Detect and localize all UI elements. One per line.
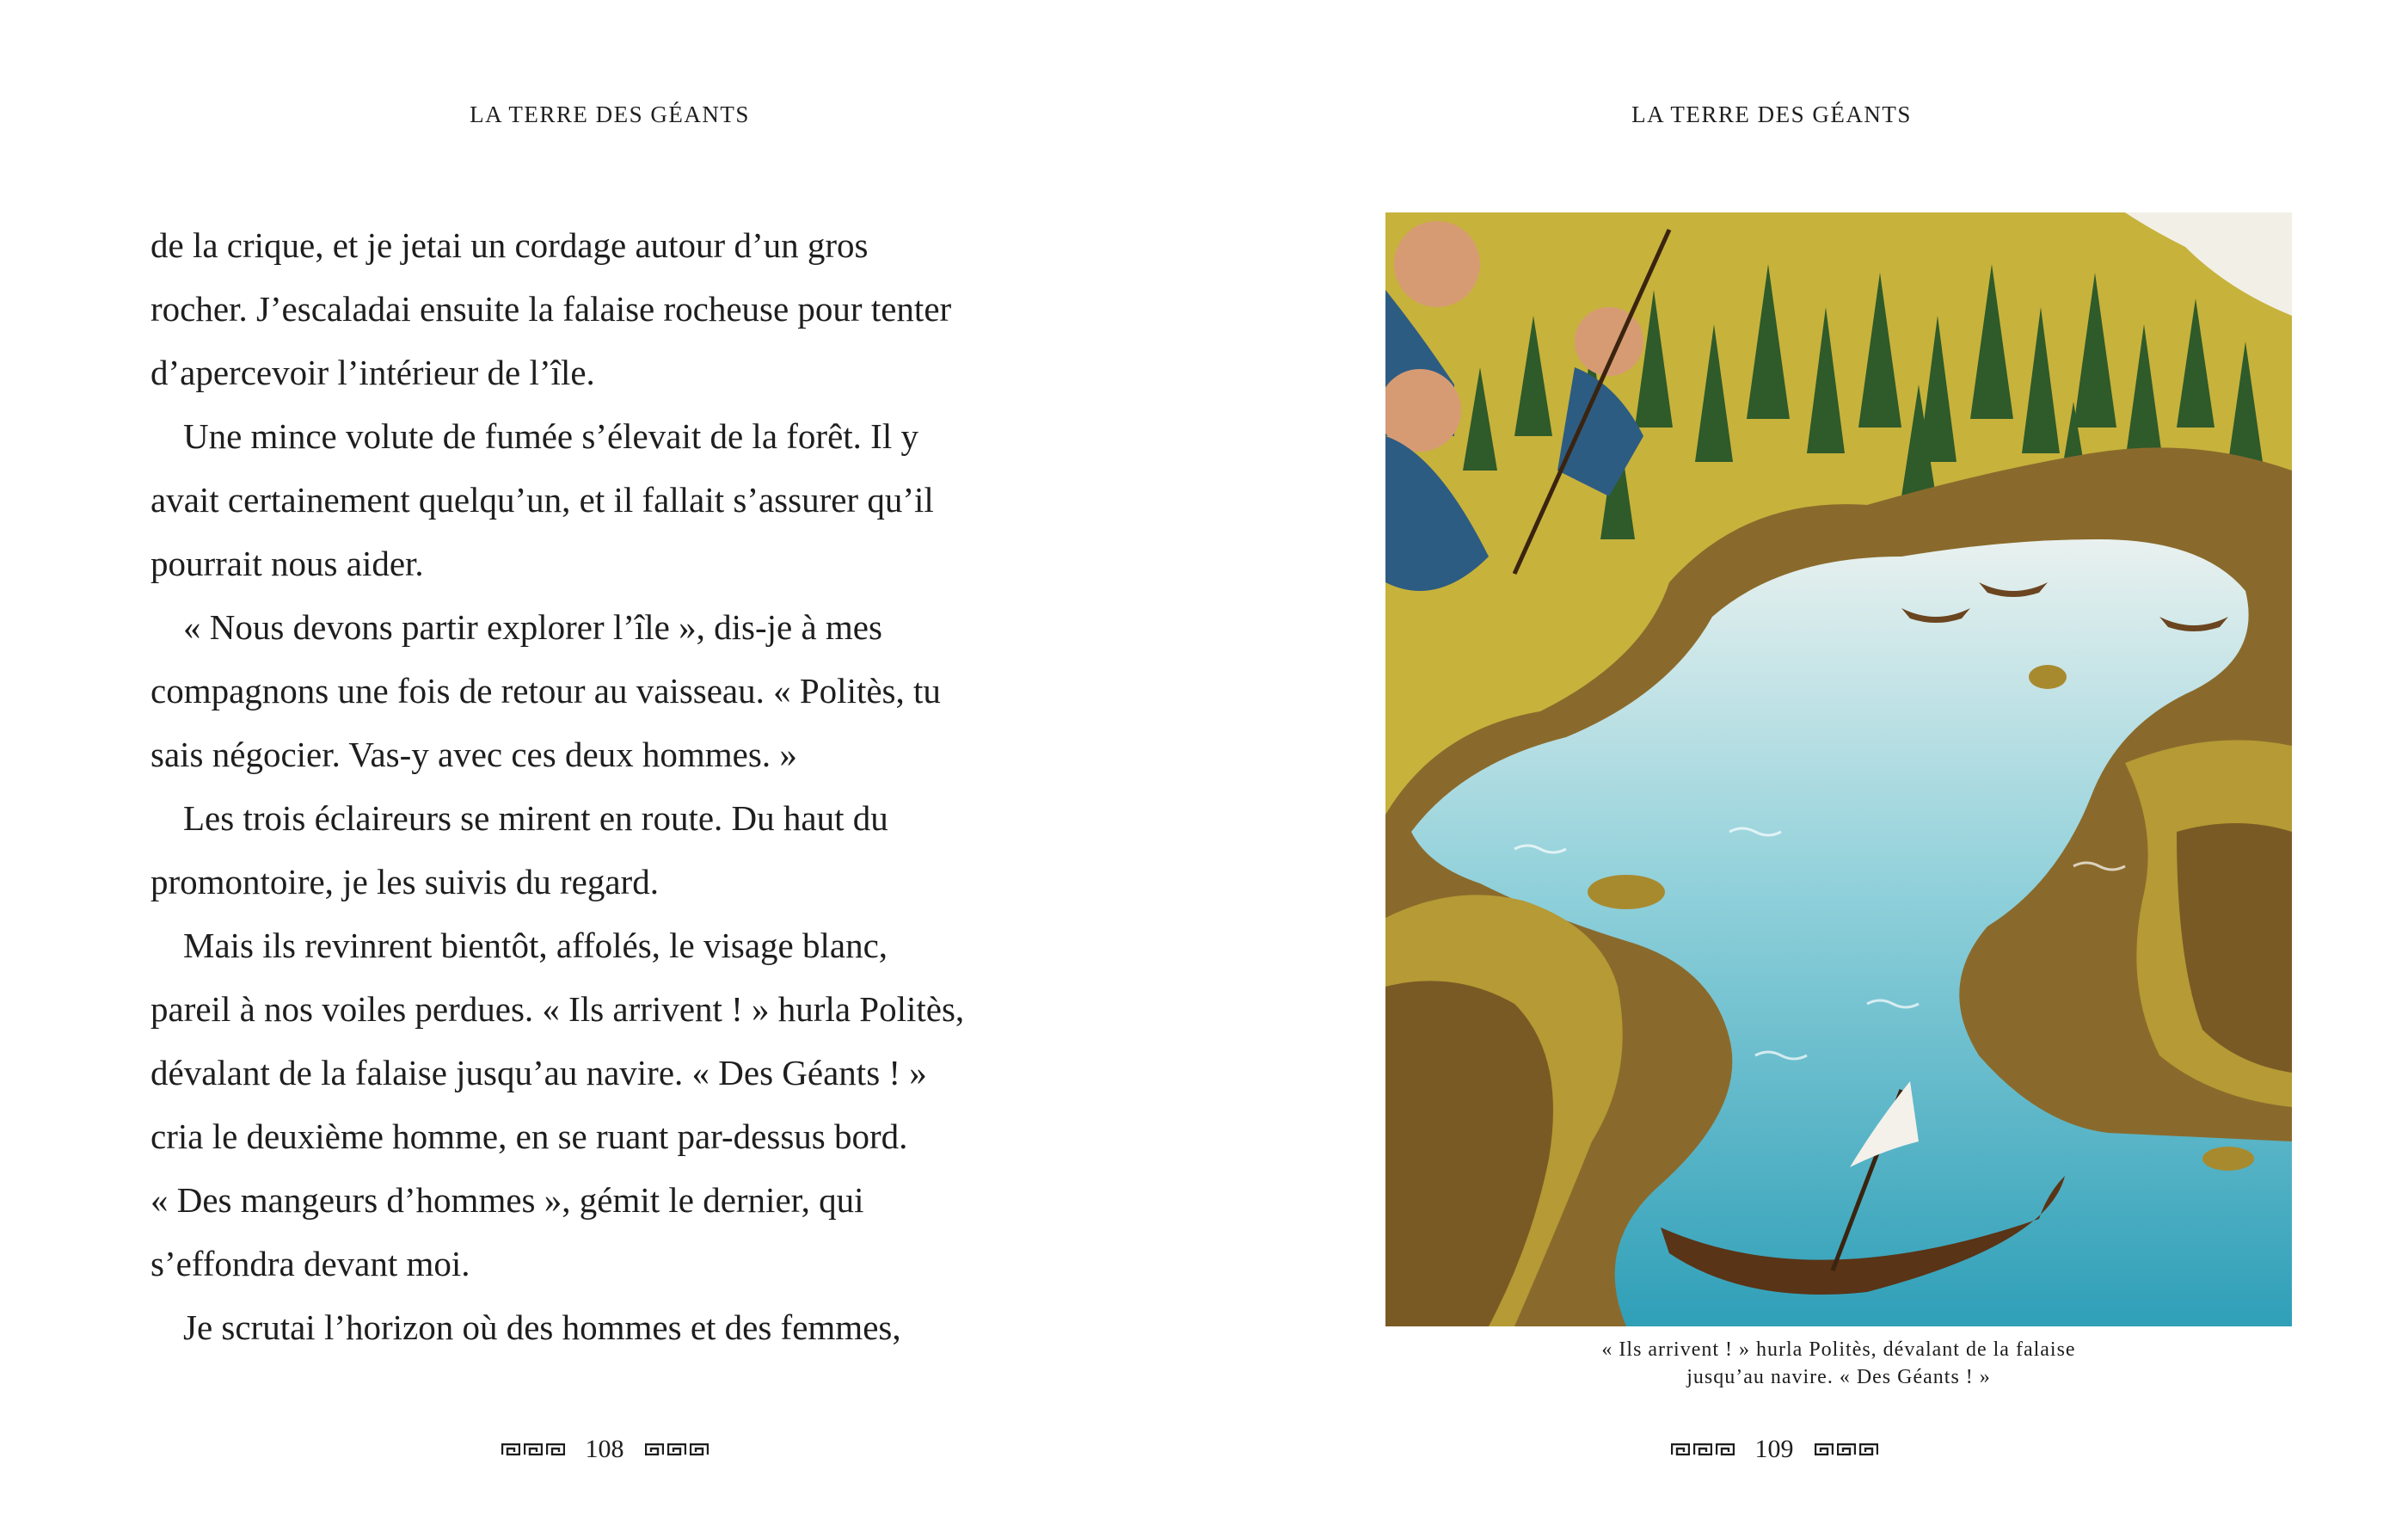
text-line: s’effondra devant moi.	[150, 1244, 470, 1283]
text-line: rocher. J’escaladai ensuite la falaise rocheuse pour tenter	[150, 289, 952, 329]
text-line: promontoire, je les suivis du regard.	[150, 862, 659, 901]
page-footer-right	[1204, 1435, 2344, 1464]
right-page	[1204, 0, 2408, 1538]
greek-key-ornament-icon	[501, 1443, 565, 1455]
illustration-caption	[1385, 1336, 2292, 1391]
caption-line: jusqu’au navire. « Des Géants ! »	[1686, 1366, 1991, 1388]
running-head-right: LA TERRE DES GÉANTS	[1631, 102, 1912, 127]
greek-key-ornament-icon	[1815, 1443, 1878, 1455]
text-line: Les trois éclaireurs se mirent en route. Du haut du	[183, 798, 888, 838]
text-line: pareil à nos voiles perdues. « Ils arrivent ! » hurla Politès,	[150, 989, 965, 1029]
text-line: sais négocier. Vas-y avec ces deux hommes. »	[150, 735, 797, 774]
giants-cove-illustration	[1385, 212, 2292, 1326]
page-footer-left	[0, 1435, 1209, 1464]
text-line: Mais ils revinrent bientôt, affolés, le visage blanc,	[183, 926, 888, 965]
text-line: dévalant de la falaise jusqu’au navire. « Des Géants ! »	[150, 1053, 927, 1092]
running-head-left: LA TERRE DES GÉANTS	[470, 102, 750, 127]
text-line: cria le deuxième homme, en se ruant par-dessus bord.	[150, 1117, 908, 1156]
text-line: « Des mangeurs d’hommes », gémit le dernier, qui	[150, 1180, 864, 1220]
page-number: 109	[1754, 1435, 1794, 1463]
text-line: compagnons une fois de retour au vaisseau. « Politès, tu	[150, 671, 941, 711]
text-line: « Nous devons partir explorer l’île », dis-je à mes	[183, 607, 882, 647]
illustration	[1385, 212, 2292, 1326]
greek-key-ornament-icon	[645, 1443, 709, 1455]
text-line: Je scrutai l’horizon où des hommes et des femmes,	[183, 1307, 901, 1347]
text-line: de la crique, et je jetai un cordage autour d’un gros	[150, 225, 869, 265]
text-line: d’apercevoir l’intérieur de l’île.	[150, 353, 595, 392]
greek-key-ornament-icon	[1671, 1443, 1735, 1455]
body-text	[150, 213, 1079, 1359]
caption-line: « Ils arrivent ! » hurla Politès, dévalant de la falaise	[1601, 1338, 2076, 1361]
page-number: 108	[585, 1435, 624, 1463]
text-line: Une mince volute de fumée s’élevait de la forêt. Il y	[183, 416, 918, 456]
text-line: pourrait nous aider.	[150, 544, 424, 583]
text-line: avait certainement quelqu’un, et il fallait s’assurer qu’il	[150, 480, 934, 520]
